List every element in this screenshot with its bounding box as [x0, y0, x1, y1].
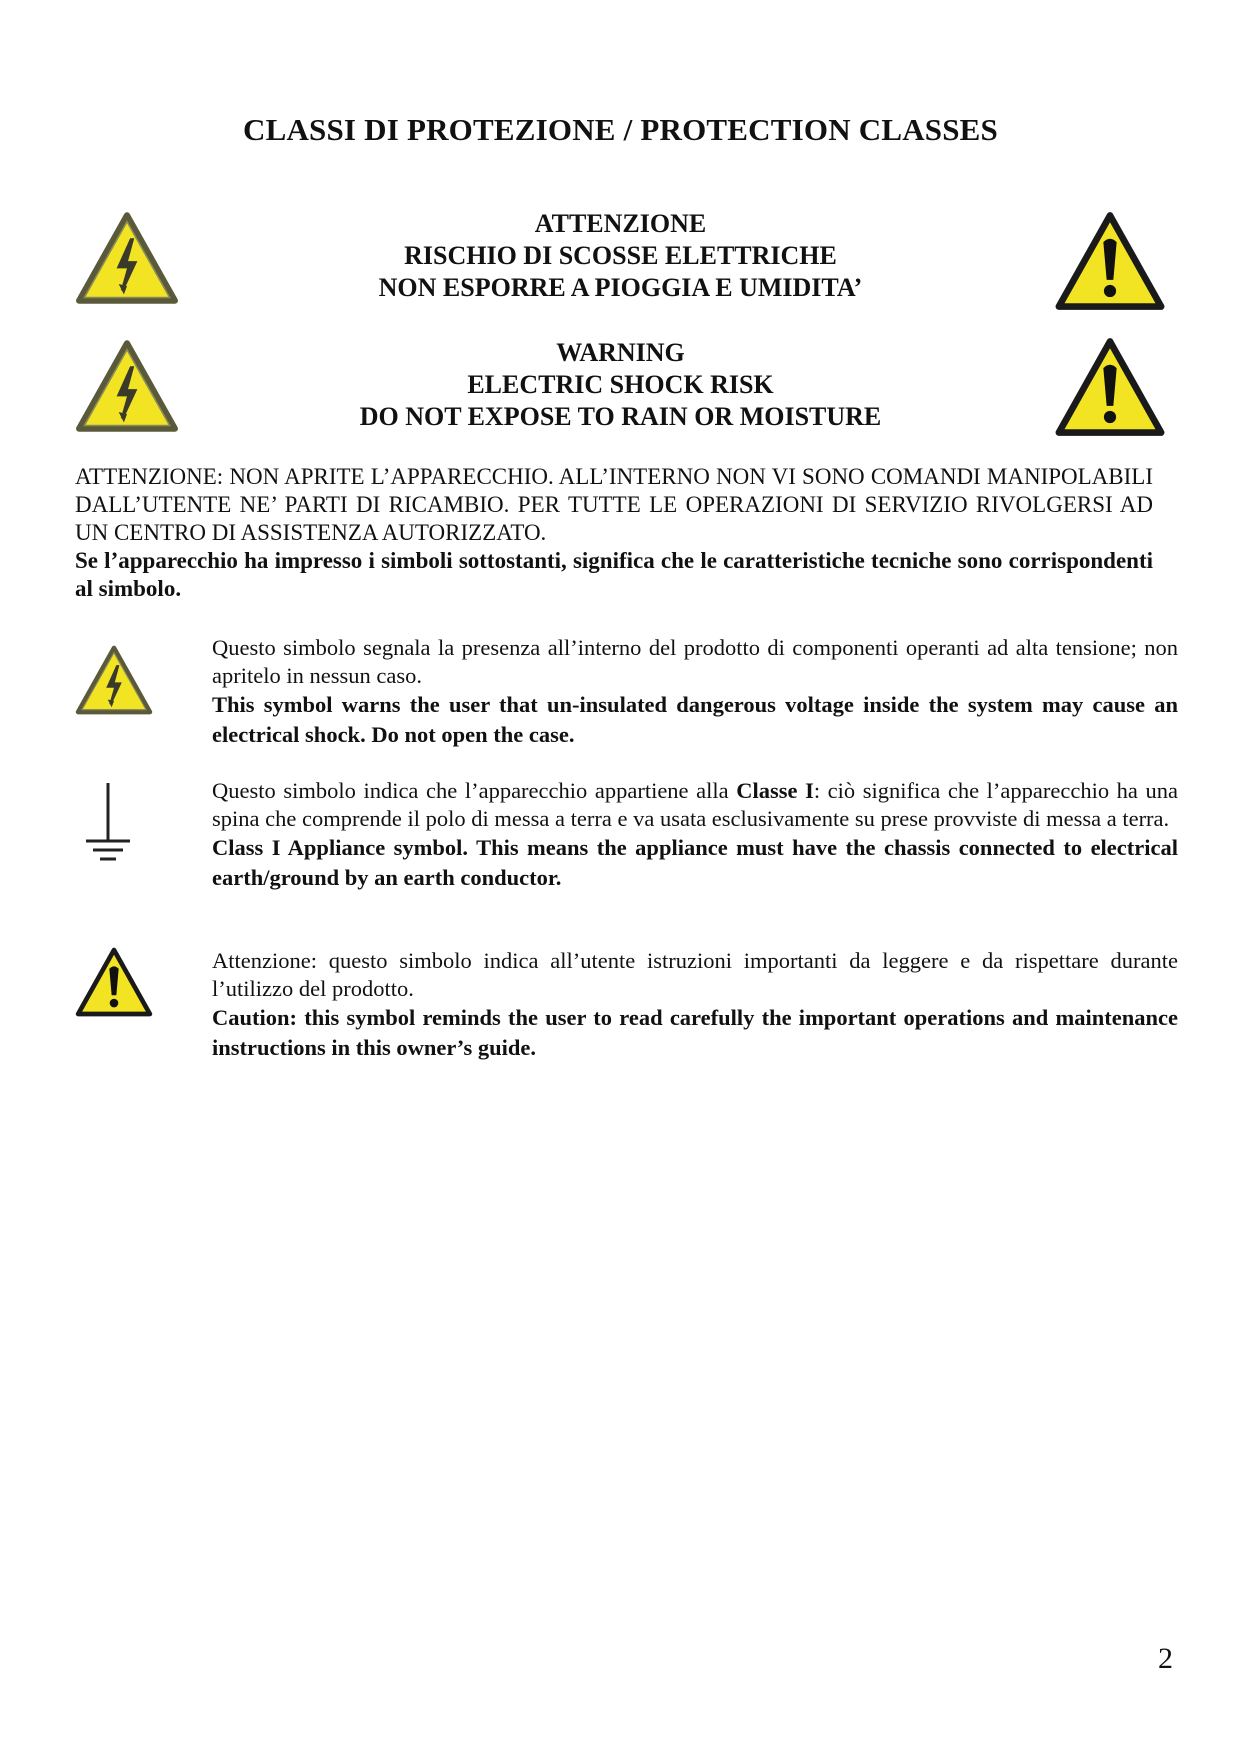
warning-it-line3: NON ESPORRE A PIOGGIA E UMIDITA’ — [378, 273, 863, 302]
voltage-text-en: This symbol warns the user that un-insulated dangerous voltage inside the system may cause an electrical shock. Do not open the case. — [212, 692, 1178, 747]
caution-description — [212, 947, 1178, 1063]
high-voltage-icon — [75, 644, 153, 716]
warning-it-block — [300, 208, 941, 304]
warning-it-line1: ATTENZIONE — [534, 209, 707, 238]
warning-en-line3: DO NOT EXPOSE TO RAIN OR MOISTURE — [359, 402, 882, 431]
earth-ground-icon — [80, 781, 136, 863]
exclamation-warning-icon — [75, 946, 153, 1018]
caution-text-en: Caution: this symbol reminds the user to read carefully the important operations and maintenance instructions in this owner’s guide. — [212, 1005, 1178, 1060]
exclamation-warning-icon — [1052, 337, 1168, 437]
caution-text-it: Attenzione: questo simbolo indica all’utente istruzioni importanti da leggere e da rispettare durante l’utilizzo del prodotto. — [212, 948, 1178, 1001]
high-voltage-icon — [75, 211, 179, 305]
class1-label: Classe I — [736, 778, 814, 803]
voltage-description — [212, 634, 1178, 750]
page-number: 2 — [1158, 1642, 1173, 1675]
caution-paragraph-it: ATTENZIONE: NON APRITE L’APPARECCHIO. ALL’INTERNO NON VI SONO COMANDI MANIPOLABILI DALL’UTENTE NE’ PARTI DI RICAMBIO. PER TUTTE LE OPERAZIONI DI SERVIZIO RIVOLGERSI AD UN CENTRO DI ASSISTENZA AUTORIZZATO. — [75, 464, 1153, 545]
symbols-note: Se l’apparecchio ha impresso i simboli sottostanti, significa che le caratteristiche tecniche sono corrispondenti al simbolo. — [75, 548, 1153, 601]
high-voltage-icon — [75, 339, 179, 433]
class1-text-it-post: : ciò significa che l’apparecchio ha una spina che comprende il polo di messa a terra e va usata esclusivamente su prese provviste di messa a terra. — [212, 778, 1178, 831]
warning-en-block — [300, 337, 941, 433]
class1-text-it — [212, 777, 1178, 833]
class1-text-it-pre: Questo simbolo indica che l’apparecchio appartiene alla — [212, 778, 737, 803]
class1-text-en: Class I Appliance symbol. This means the appliance must have the chassis connected to electrical earth/ground by an earth conductor. — [212, 835, 1178, 890]
exclamation-warning-icon — [1052, 211, 1168, 311]
warning-en-line1: WARNING — [556, 338, 685, 367]
voltage-text-it: Questo simbolo segnala la presenza all’interno del prodotto di componenti operanti ad alta tensione; non apritelo in nessun caso. — [212, 635, 1178, 688]
page-title: CLASSI DI PROTEZIONE / PROTECTION CLASSES — [243, 112, 998, 147]
warning-it-line2: RISCHIO DI SCOSSE ELETTRICHE — [404, 241, 837, 270]
warning-en-line2: ELECTRIC SHOCK RISK — [467, 370, 774, 399]
class1-description — [212, 777, 1178, 893]
